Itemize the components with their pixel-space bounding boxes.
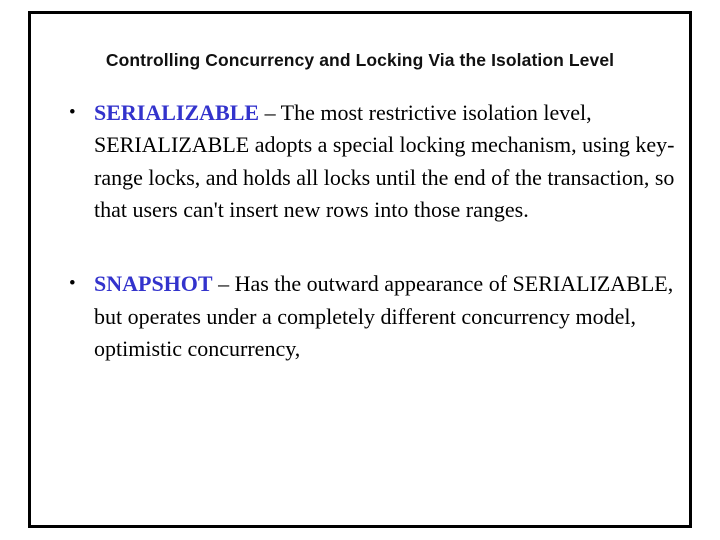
bullet-item	[69, 268, 683, 365]
bullet-content	[94, 97, 683, 226]
bullet-content	[94, 268, 683, 365]
bullet-marker: •	[69, 102, 76, 123]
bullet-text: – The most restrictive isolation level, SERIALIZABLE adopts a special locking mechanism, using key-range locks, and holds all locks until the end of the transaction, so that users can't insert new rows into those ranges.	[94, 100, 675, 222]
bullet-list	[31, 97, 689, 365]
slide-title: Controlling Concurrency and Locking Via the Isolation Level	[105, 50, 615, 70]
bullet-text: – Has the outward appearance of SERIALIZABLE, but operates under a completely different concurrency model, optimistic concurrency,	[94, 271, 674, 361]
bullet-marker: •	[69, 273, 76, 295]
slide-border	[28, 11, 692, 528]
bullet-item	[69, 97, 683, 226]
bullet-keyword: SNAPSHOT	[94, 271, 213, 297]
bullet-keyword: SERIALIZABLE	[94, 100, 260, 125]
